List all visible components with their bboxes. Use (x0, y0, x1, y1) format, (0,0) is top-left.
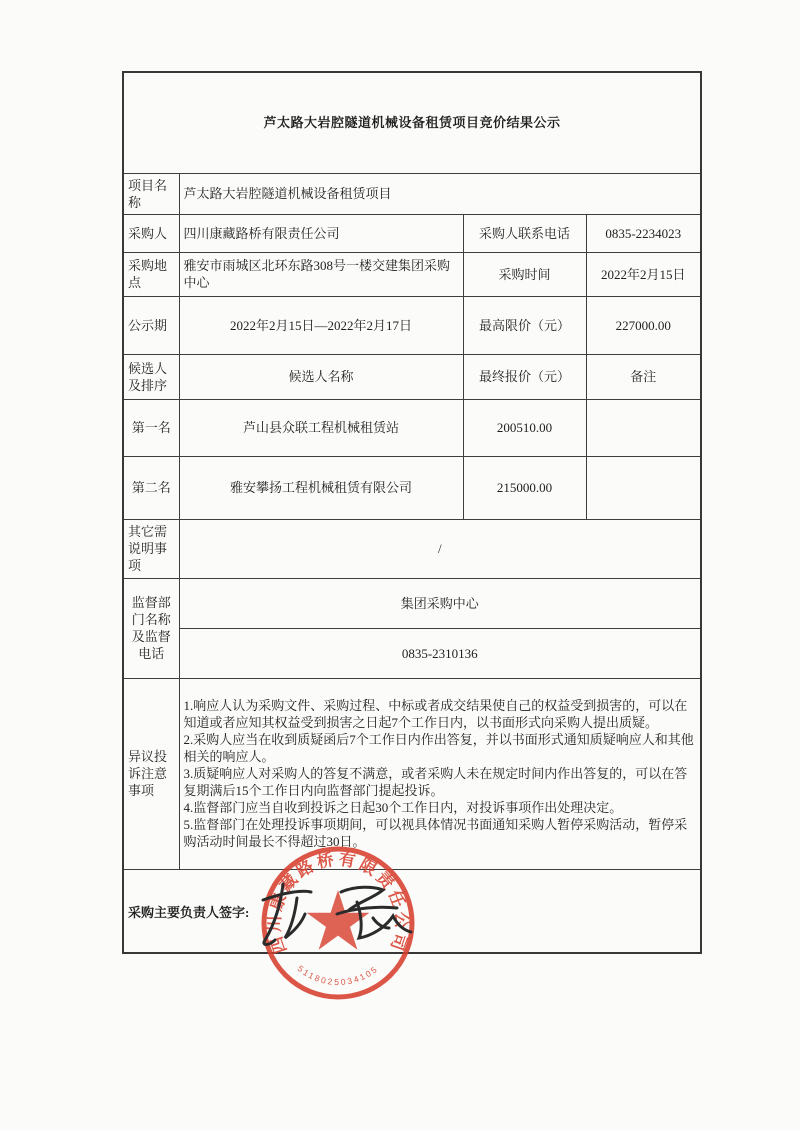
purchaser-value: 四川康藏路桥有限责任公司 (179, 214, 463, 252)
seal-number-text: 5118025034105 (295, 963, 381, 988)
document-title: 芦太路大岩腔隧道机械设备租赁项目竞价结果公示 (123, 72, 701, 173)
project-name-value: 芦太路大岩腔隧道机械设备租赁项目 (179, 173, 701, 214)
publicity-period-value: 2022年2月15日—2022年2月17日 (179, 296, 463, 354)
candidate-1-name: 芦山县众联工程机械租赁站 (179, 399, 463, 456)
candidate-1-remark (586, 399, 701, 456)
max-price-value: 227000.00 (586, 296, 701, 354)
publicity-period-label: 公示期 (123, 296, 179, 354)
location-value: 雅安市雨城区北环东路308号一楼交建集团采购中心 (179, 252, 463, 296)
supervision-department: 集团采购中心 (179, 578, 701, 628)
candidate-row-2 (123, 456, 701, 519)
complaint-note-4: 4.监督部门应当自收到投诉之日起30个工作日内，对投诉事项作出处理决定。 (183, 800, 623, 815)
candidates-price-header: 最终报价（元） (463, 354, 586, 399)
purchaser-phone-label: 采购人联系电话 (463, 214, 586, 252)
candidates-name-header: 候选人名称 (179, 354, 463, 399)
supervision-phone: 0835-2310136 (179, 628, 701, 678)
supervision-label: 监督部门名称及监督电话 (123, 578, 179, 678)
max-price-label: 最高限价（元） (463, 296, 586, 354)
complaint-note-1: 1.响应人认为采购文件、采购过程、中标或者成交结果使自己的权益受到损害的，可以在知道或者应知其权益受到损害之日起7个工作日内，以书面形式向采购人提出质疑。 (183, 698, 688, 730)
seal-company-text: 四川康藏路桥有限责任公司 (264, 849, 412, 957)
complaint-note-2: 2.采购人应当在收到质疑函后7个工作日内作出答复，并以书面形式通知质疑响应人和其他相关的响应人。 (183, 732, 694, 764)
candidate-row-1 (123, 399, 701, 456)
bid-result-table (122, 71, 702, 957)
candidate-2-name: 雅安攀扬工程机械租赁有限公司 (179, 456, 463, 519)
other-notes-label: 其它需说明事项 (123, 519, 179, 578)
signature-row (123, 869, 701, 953)
purchase-time-label: 采购时间 (463, 252, 586, 296)
candidates-remark-header: 备注 (586, 354, 701, 399)
candidate-1-rank: 第一名 (123, 399, 179, 456)
other-notes-value: / (179, 519, 701, 578)
complaint-notes-label: 异议投诉注意事项 (123, 678, 179, 869)
candidate-2-price: 215000.00 (463, 456, 586, 519)
candidates-rank-header: 候选人及排序 (123, 354, 179, 399)
candidate-2-remark (586, 456, 701, 519)
complaint-notes-body (179, 678, 701, 869)
svg-text:5118025034105 (296, 963, 381, 987)
signature-label: 采购主要负责人签字: (128, 905, 250, 921)
complaint-note-3: 3.质疑响应人对采购人的答复不满意，或者采购人未在规定时间内作出答复的，可以在答复期满后15个工作日内向监督部门提起投诉。 (183, 766, 688, 798)
purchase-time-value: 2022年2月15日 (586, 252, 701, 296)
complaint-note-5: 5.监督部门在处理投诉事项期间，可以视具体情况书面通知采购人暂停采购活动，暂停采购活动时间最长不得超过30日。 (183, 817, 688, 849)
project-name-label: 项目名称 (123, 173, 179, 214)
purchaser-phone-value: 0835-2234023 (586, 214, 701, 252)
candidate-2-rank: 第二名 (123, 456, 179, 519)
location-label: 采购地点 (123, 252, 179, 296)
candidate-1-price: 200510.00 (463, 399, 586, 456)
purchaser-label: 采购人 (123, 214, 179, 252)
